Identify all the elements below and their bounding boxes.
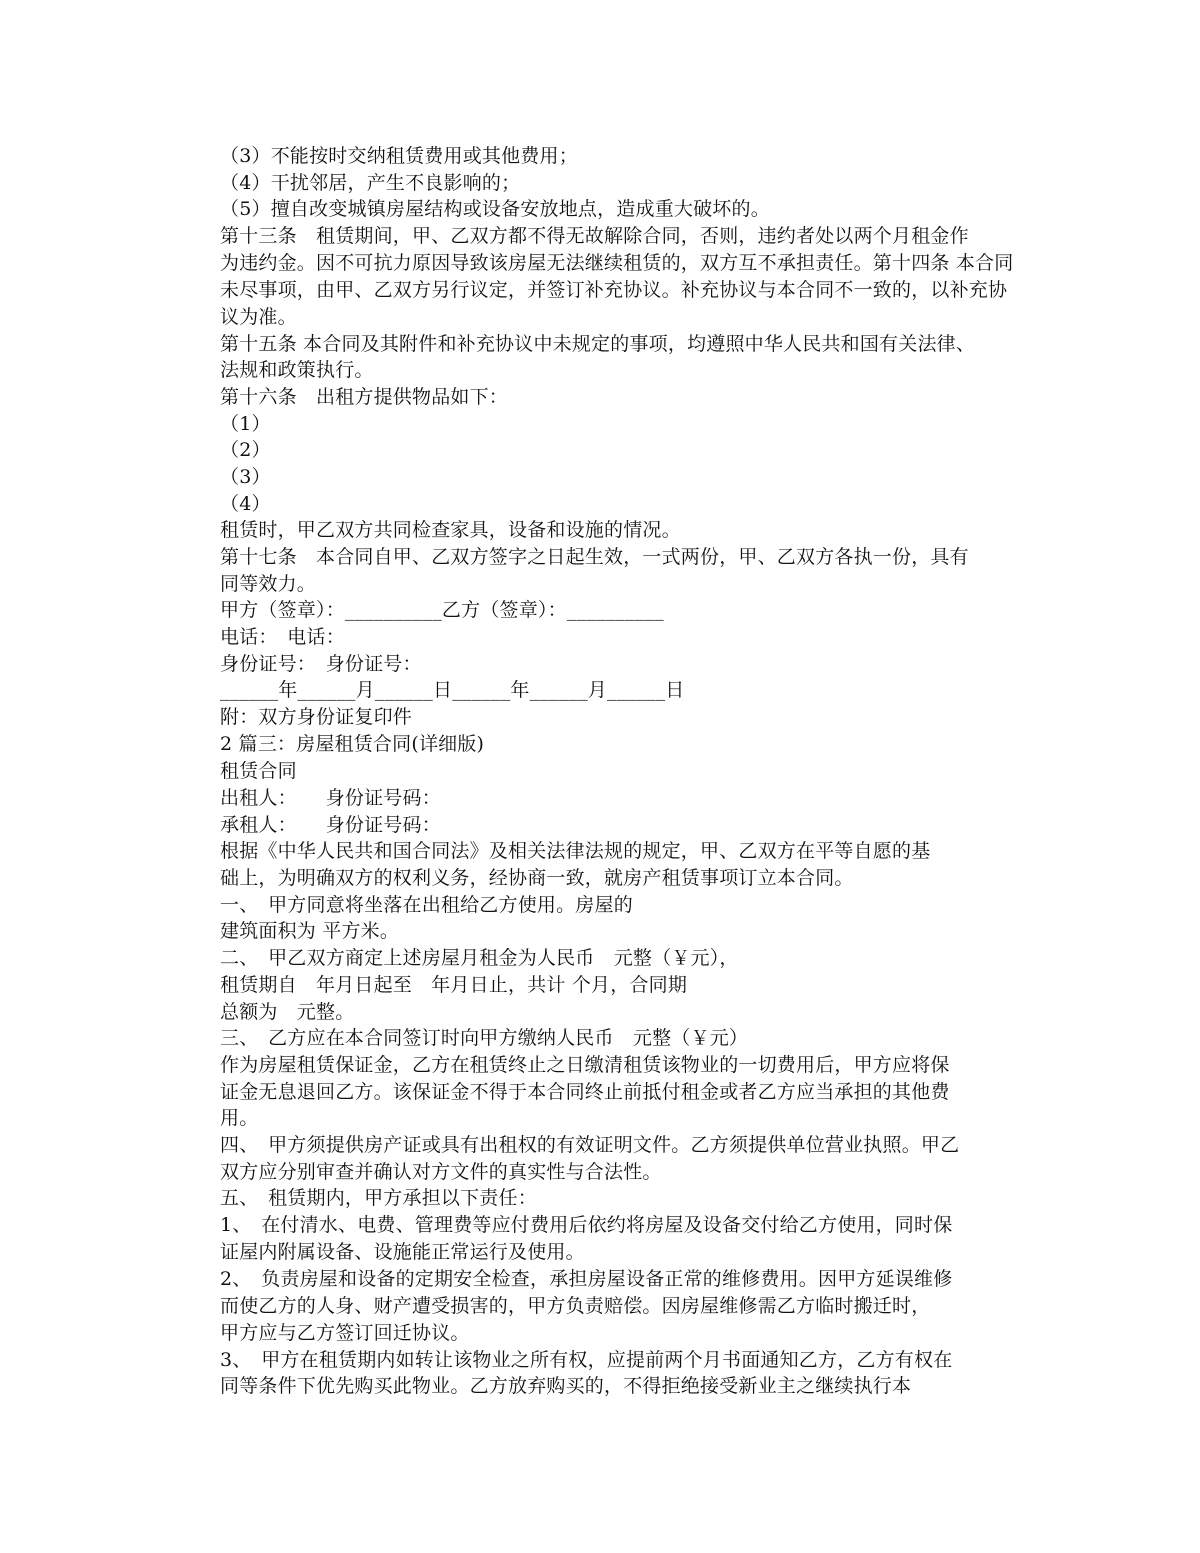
text-line: 同等条件下优先购买此物业。乙方放弃购买的，不得拒绝接受新业主之继续执行本 — [220, 1375, 912, 1397]
text-line: 身份证号： 身份证号： — [220, 653, 422, 675]
text-line: （3）不能按时交纳租赁费用或其他费用； — [220, 145, 578, 167]
text-line: 总额为 元整。 — [220, 1001, 355, 1023]
text-line: 础上，为明确双方的权利义务，经协商一致，就房产租赁事项订立本合同。 — [220, 867, 854, 889]
text-line: 一、 甲方同意将坐落在出租给乙方使用。房屋的 — [220, 894, 633, 916]
text-line: 甲方应与乙方签订回迁协议。 — [220, 1322, 470, 1344]
text-line: 同等效力。 — [220, 573, 317, 595]
text-line: 第十七条 本合同自甲、乙双方签字之日起生效，一式两份，甲、乙双方各执一份，具有 — [220, 546, 969, 568]
text-line: 第十三条 租赁期间，甲、乙双方都不得无故解除合同，否则，违约者处以两个月租金作 — [220, 225, 969, 247]
text-line: 证金无息退回乙方。该保证金不得于本合同终止前抵付租金或者乙方应当承担的其他费 — [220, 1081, 950, 1103]
text-line: （4） — [220, 493, 271, 515]
text-line: 第十六条 出租方提供物品如下： — [220, 386, 509, 408]
text-line: （1） — [220, 413, 271, 435]
text-line: 承租人： 身份证号码： — [220, 814, 441, 836]
text-line: 未尽事项，由甲、乙双方另行议定，并签订补充协议。补充协议与本合同不一致的，以补充协 — [220, 279, 1008, 301]
text-line: 1、 在付清水、电费、管理费等应付费用后依约将房屋及设备交付给乙方使用，同时保 — [220, 1214, 953, 1236]
text-line: 根据《中华人民共和国合同法》及相关法律法规的规定，甲、乙双方在平等自愿的基 — [220, 840, 931, 862]
text-line: （5）擅自改变城镇房屋结构或设备安放地点，造成重大破坏的。 — [220, 198, 770, 220]
text-line: 2、 负责房屋和设备的定期安全检查，承担房屋设备正常的维修费用。因甲方延误维修 — [220, 1268, 953, 1290]
signature-line: 甲方（签章）：__________乙方（签章）：__________ — [220, 599, 664, 621]
text-line: 出租人： 身份证号码： — [220, 787, 441, 809]
text-line: 证屋内附属设备、设施能正常运行及使用。 — [220, 1241, 585, 1263]
text-line: 电话： 电话： — [220, 626, 345, 648]
text-line: 建筑面积为 平方米。 — [220, 920, 400, 942]
text-line: 五、 租赁期内，甲方承担以下责任： — [220, 1187, 537, 1209]
text-line: 附：双方身份证复印件 — [220, 706, 413, 728]
text-line: 第十五条 本合同及其附件和补充协议中未规定的事项，均遵照中华人民共和国有关法律、 — [220, 333, 976, 355]
text-line: 四、 甲方须提供房产证或具有出租权的有效证明文件。乙方须提供单位营业执照。甲乙 — [220, 1134, 960, 1156]
text-line: （2） — [220, 439, 271, 461]
text-line: 法规和政策执行。 — [220, 359, 374, 381]
text-line: （4）干扰邻居，产生不良影响的； — [220, 172, 521, 194]
text-line: 双方应分别审查并确认对方文件的真实性与合法性。 — [220, 1161, 662, 1183]
document-title: 租赁合同 — [220, 760, 297, 782]
text-line: 作为房屋租赁保证金，乙方在租赁终止之日缴清租赁该物业的一切费用后，甲方应将保 — [220, 1054, 950, 1076]
text-line: 三、 乙方应在本合同签订时向甲方缴纳人民币 元整（￥元） — [220, 1027, 749, 1049]
text-line: （3） — [220, 466, 271, 488]
text-line: 租赁时，甲乙双方共同检查家具，设备和设施的情况。 — [220, 519, 681, 541]
text-line: 议为准。 — [220, 306, 297, 328]
date-line: ______年______月______日______年______月______日 — [220, 679, 685, 701]
text-line: 3、 甲方在租赁期内如转让该物业之所有权，应提前两个月书面通知乙方，乙方有权在 — [220, 1349, 953, 1371]
section-heading: 2 篇三：房屋租赁合同(详细版) — [220, 733, 485, 755]
text-line: 而使乙方的人身、财产遭受损害的，甲方负责赔偿。因房屋维修需乙方临时搬迁时， — [220, 1295, 931, 1317]
text-line: 租赁期自 年月日起至 年月日止，共计 个月，合同期 — [220, 974, 688, 996]
text-line: 为违约金。因不可抗力原因导致该房屋无法继续租赁的，双方互不承担责任。第十四条 本合同 — [220, 252, 1014, 274]
text-line: 二、 甲乙双方商定上述房屋月租金为人民币 元整（￥元）， — [220, 947, 739, 969]
text-line: 用。 — [220, 1107, 259, 1129]
